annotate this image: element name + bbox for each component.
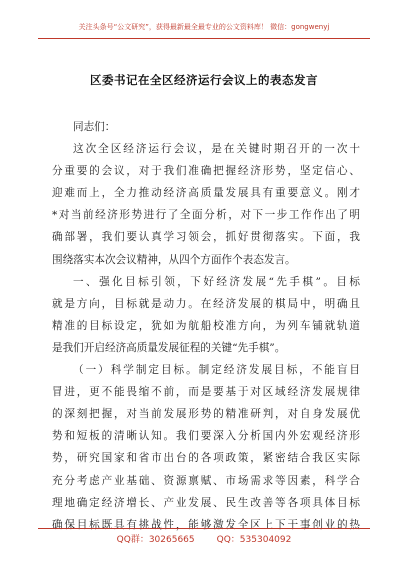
footer-divider (38, 528, 370, 529)
paragraph-line: 势和短板的清晰认知。我们要深入分析国内外宏观经济形 (52, 430, 360, 443)
paragraph-line: 理地确定经济增长、产业发展、民生改善等各项具体目标 (52, 496, 360, 509)
paragraph-line: 充分考虑产业基础、资源禀赋、市场需求等因素，科学合 (52, 474, 360, 487)
subsection-heading-line: （一）科学制定目标。制定经济发展目标，不能盲目 (73, 364, 360, 377)
document-body (52, 116, 360, 536)
paragraph-line: 精准的目标设定，犹如为航船校准方向，为列车铺就轨道 (52, 319, 360, 332)
paragraph-line: 就是方向，目标就是动力。在经济发展的棋局中，明确且 (52, 297, 360, 310)
salutation-line: 同志们： (73, 121, 116, 133)
paragraph-line: 这次全区经济运行会议，是在关键时期召开的一次十 (73, 143, 360, 156)
paragraph-line: *对当前经济形势进行了全面分析，对下一步工作作出了明 (52, 209, 360, 222)
footer-contact (0, 532, 408, 545)
header-notice: 关注头条号“公文研究”，获得最新最全最专业的公文资料库！ 微信：gongwenyj (78, 23, 330, 31)
footer-qq-group: QQ群：30265665 (116, 535, 195, 545)
header-divider (38, 38, 370, 39)
paragraph-line: 确保目标既具有挑战性，能够激发全区上下干事创业的热 (52, 518, 360, 531)
paragraph-line: 的深刻把握，对当前发展形势的精准研判，对自身发展优 (52, 408, 360, 421)
section-heading-line: 一、强化目标引领，下好经济发展“先手棋”。目标 (73, 275, 360, 288)
paragraph-line: 势，研究国家和省市出台的各项政策，紧密结合我区实际 (52, 452, 360, 465)
paragraph-line: 确部署，我们要认真学习领会，抓好贯彻落实。下面，我 (52, 231, 360, 244)
paragraph-line: 围绕落实本次会议精神，从四个方面作个表态发言。 (52, 253, 296, 266)
footer-qq-number: QQ：535304092 (216, 535, 292, 545)
paragraph-line: 迎难而上，全力推动经济高质量发展具有重要意义。刚才 (52, 187, 360, 200)
document-title: 区委书记在全区经济运行会议上的表态发言 (90, 73, 318, 87)
paragraph-line: 冒进，更不能畏缩不前，而是要基于对区域经济发展规律 (52, 386, 360, 399)
paragraph-line: 分重要的会议，对于我们准确把握经济形势，坚定信心、 (52, 165, 360, 178)
paragraph-line: 是我们开启经济高质量发展征程的关键“先手棋”。 (52, 341, 286, 354)
